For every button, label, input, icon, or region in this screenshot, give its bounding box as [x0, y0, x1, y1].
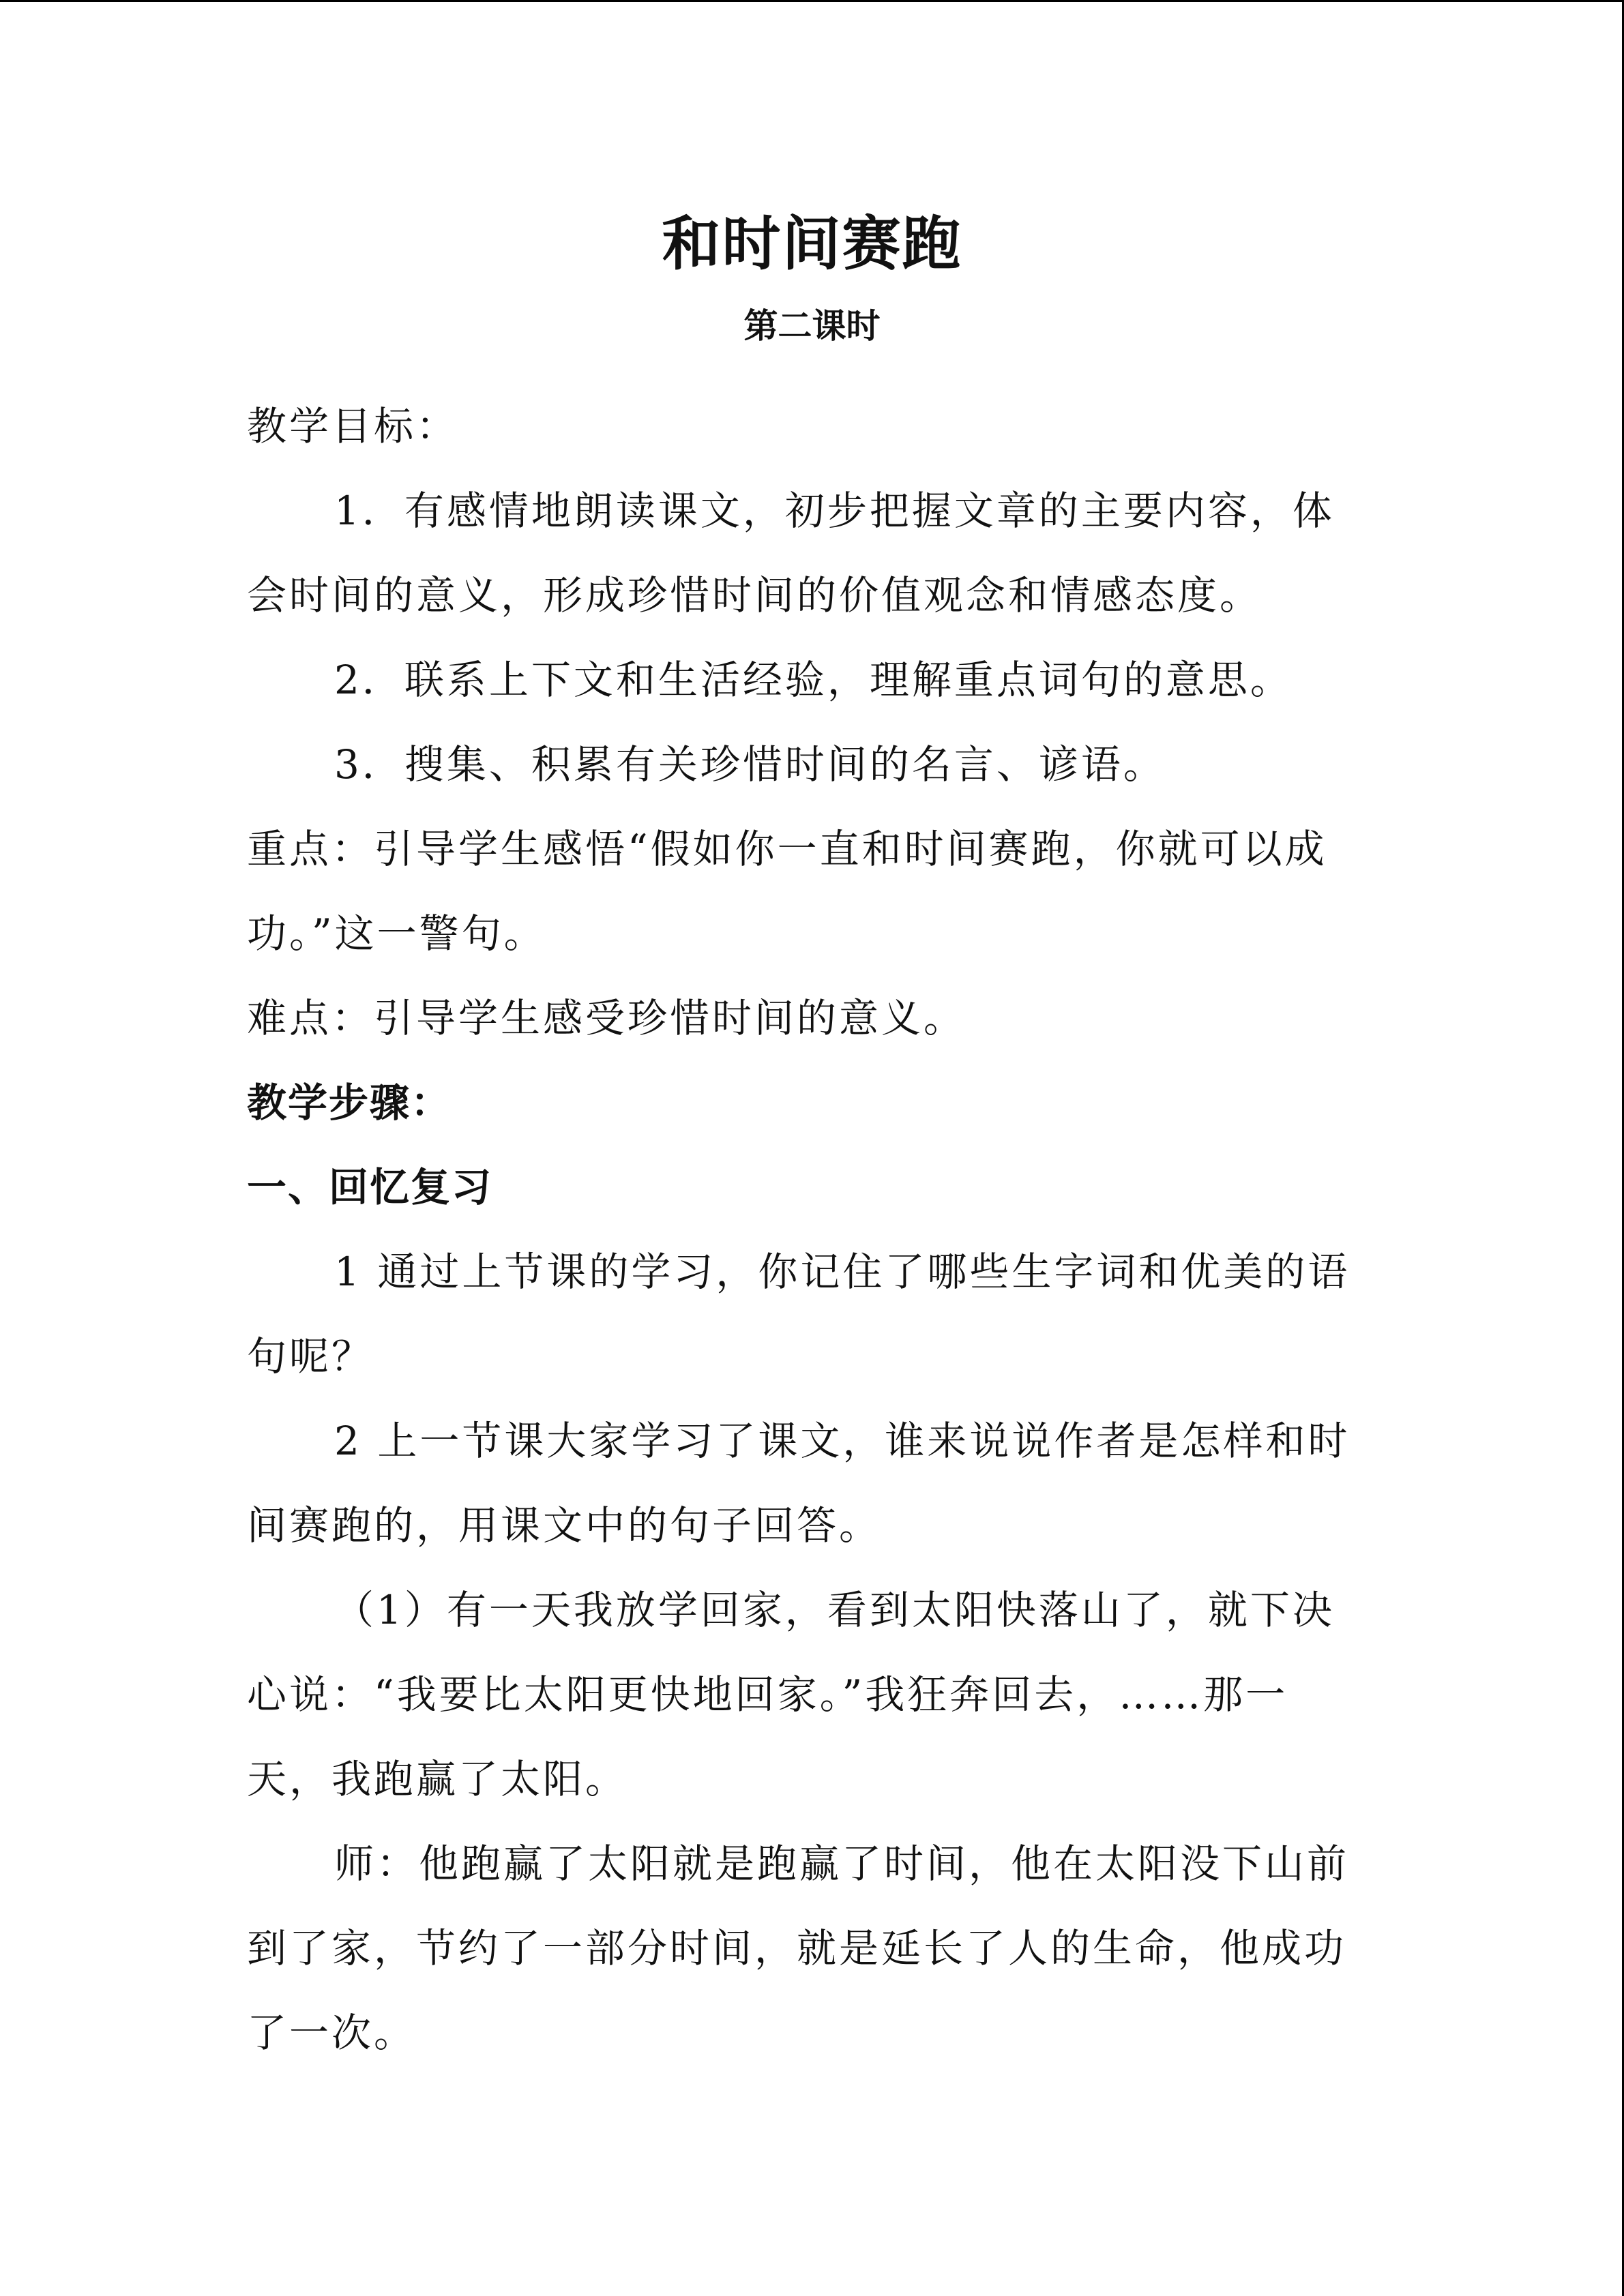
lesson-subtitle: 第二课时 [743, 306, 881, 346]
teacher-comment: 师：他跑赢了太阳就是跑赢了时间，他在太阳没下山前到了家，节约了一部分时间，就是延长了人的生命，他成功了一次。 [247, 1840, 1350, 2056]
document-title: 和时间赛跑 [662, 210, 962, 278]
objective-item-1: 1．有感情地朗读课文，初步把握文章的主要内容，体会时间的意义，形成珍惜时间的价值观念和情感态度。 [247, 488, 1335, 618]
key-point: 重点：引导学生感悟“假如你一直和时间赛跑，你就可以成功。”这一警句。 [247, 826, 1327, 957]
difficulty-point: 难点：引导学生感受珍惜时间的意义。 [247, 995, 966, 1041]
objectives-heading: 教学目标： [247, 403, 459, 449]
objective-item-2: 2．联系上下文和生活经验，理解重点词句的意思。 [334, 657, 1293, 703]
document-body [247, 384, 1372, 2075]
review-question-2: 2 上一节课大家学习了课文，谁来说说作者是怎样和时间赛跑的，用课文中的句子回答。 [247, 1418, 1350, 1549]
review-answer-1: （1）有一天我放学回家，看到太阳快落山了，就下决心说：“我要比太阳更快地回家。”我狂奔回去，……那一天，我跑赢了太阳。 [247, 1587, 1335, 1802]
review-question-1: 1 通过上节课的学习，你记住了哪些生字词和优美的语句呢？ [247, 1249, 1350, 1380]
objective-item-3: 3．搜集、积累有关珍惜时间的名言、谚语。 [334, 741, 1166, 788]
section-heading-review: 一、回忆复习 [247, 1164, 493, 1210]
steps-heading: 教学步骤： [247, 1079, 452, 1126]
